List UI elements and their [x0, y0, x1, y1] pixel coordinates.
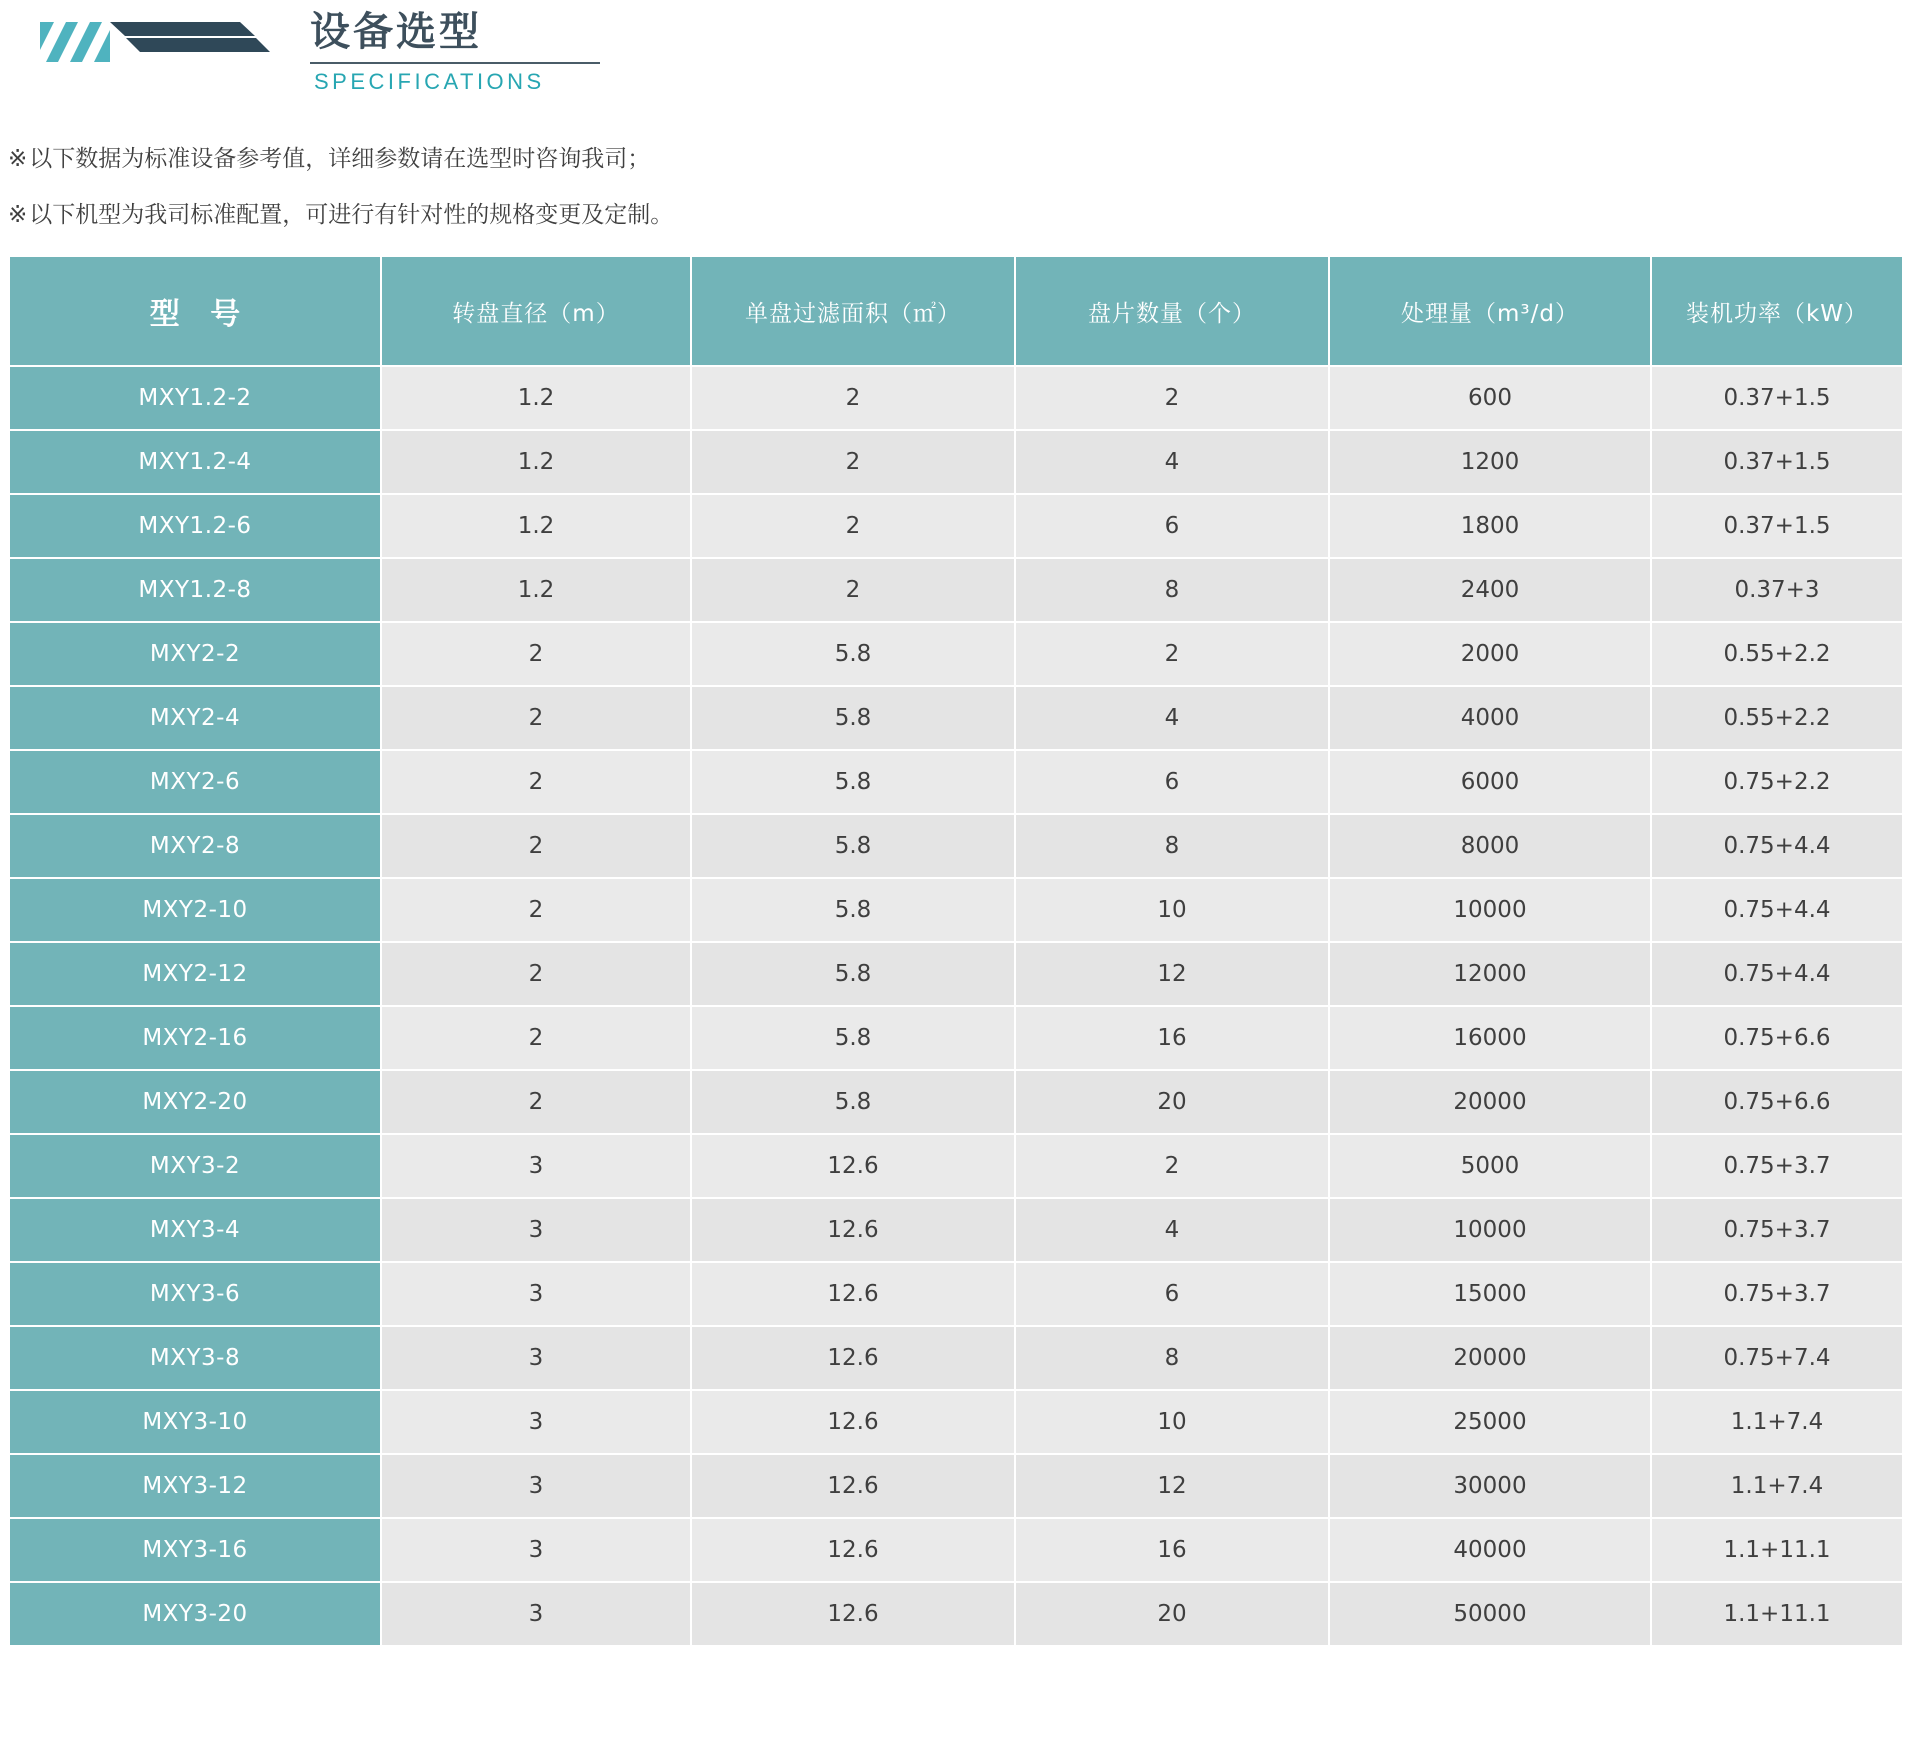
cell-model: MXY3-10: [10, 1391, 380, 1453]
cell-model: MXY3-6: [10, 1263, 380, 1325]
cell-capacity: 40000: [1330, 1519, 1650, 1581]
cell-model: MXY2-12: [10, 943, 380, 1005]
cell-capacity: 20000: [1330, 1071, 1650, 1133]
cell-model: MXY1.2-4: [10, 431, 380, 493]
cell-power: 0.75+7.4: [1652, 1327, 1902, 1389]
cell-model: MXY3-20: [10, 1583, 380, 1645]
cell-area: 5.8: [692, 1007, 1014, 1069]
cell-disc-count: 8: [1016, 559, 1328, 621]
cell-capacity: 2000: [1330, 623, 1650, 685]
cell-diameter: 2: [382, 879, 690, 941]
cell-power: 0.75+3.7: [1652, 1199, 1902, 1261]
cell-disc-count: 2: [1016, 623, 1328, 685]
page-title: 设备选型: [310, 9, 482, 55]
cell-power: 0.37+1.5: [1652, 495, 1902, 557]
cell-diameter: 3: [382, 1583, 690, 1645]
cell-capacity: 1800: [1330, 495, 1650, 557]
cell-model: MXY3-12: [10, 1455, 380, 1517]
cell-power: 0.75+4.4: [1652, 815, 1902, 877]
cell-capacity: 4000: [1330, 687, 1650, 749]
cell-diameter: 3: [382, 1263, 690, 1325]
table-row: [10, 879, 1902, 941]
cell-power: 0.75+4.4: [1652, 879, 1902, 941]
cell-area: 5.8: [692, 879, 1014, 941]
table-row: [10, 1263, 1902, 1325]
cell-area: 12.6: [692, 1519, 1014, 1581]
title-divider: [310, 62, 600, 64]
note-mark-icon: ※: [8, 201, 28, 228]
cell-capacity: 50000: [1330, 1583, 1650, 1645]
cell-disc-count: 4: [1016, 687, 1328, 749]
cell-area: 12.6: [692, 1199, 1014, 1261]
cell-diameter: 3: [382, 1519, 690, 1581]
cell-disc-count: 6: [1016, 495, 1328, 557]
cell-capacity: 5000: [1330, 1135, 1650, 1197]
cell-model: MXY3-8: [10, 1327, 380, 1389]
cell-area: 12.6: [692, 1391, 1014, 1453]
cell-power: 0.75+2.2: [1652, 751, 1902, 813]
cell-power: 1.1+7.4: [1652, 1455, 1902, 1517]
cell-diameter: 3: [382, 1135, 690, 1197]
cell-diameter: 2: [382, 623, 690, 685]
cell-model: MXY3-2: [10, 1135, 380, 1197]
cell-model: MXY2-10: [10, 879, 380, 941]
col-header-power: 装机功率（kW）: [1652, 257, 1902, 365]
col-header-diameter: 转盘直径（m）: [382, 257, 690, 365]
cell-disc-count: 16: [1016, 1007, 1328, 1069]
cell-model: MXY2-20: [10, 1071, 380, 1133]
cell-model: MXY2-8: [10, 815, 380, 877]
cell-area: 2: [692, 367, 1014, 429]
col-header-disc-count: 盘片数量（个）: [1016, 257, 1328, 365]
col-header-capacity: 处理量（m³/d）: [1330, 257, 1650, 365]
cell-diameter: 1.2: [382, 559, 690, 621]
cell-area: 5.8: [692, 815, 1014, 877]
cell-disc-count: 6: [1016, 1263, 1328, 1325]
cell-area: 12.6: [692, 1327, 1014, 1389]
table-row: [10, 943, 1902, 1005]
table-header-row: [10, 257, 1902, 365]
cell-disc-count: 10: [1016, 879, 1328, 941]
cell-disc-count: 12: [1016, 1455, 1328, 1517]
diagonal-stripes-icon: [40, 22, 270, 84]
cell-capacity: 25000: [1330, 1391, 1650, 1453]
cell-area: 5.8: [692, 687, 1014, 749]
cell-model: MXY3-16: [10, 1519, 380, 1581]
cell-diameter: 1.2: [382, 495, 690, 557]
cell-power: 0.55+2.2: [1652, 687, 1902, 749]
cell-power: 0.75+3.7: [1652, 1135, 1902, 1197]
table-head: [10, 257, 1902, 365]
table-row: [10, 431, 1902, 493]
cell-power: 1.1+7.4: [1652, 1391, 1902, 1453]
cell-disc-count: 20: [1016, 1071, 1328, 1133]
cell-area: 12.6: [692, 1263, 1014, 1325]
cell-disc-count: 20: [1016, 1583, 1328, 1645]
table-row: [10, 1135, 1902, 1197]
header-titles: [310, 8, 600, 95]
table-row: [10, 495, 1902, 557]
cell-disc-count: 2: [1016, 367, 1328, 429]
cell-power: 0.37+1.5: [1652, 431, 1902, 493]
table-body: [10, 367, 1902, 1645]
table-row: [10, 559, 1902, 621]
cell-model: MXY1.2-2: [10, 367, 380, 429]
cell-diameter: 2: [382, 751, 690, 813]
cell-diameter: 3: [382, 1327, 690, 1389]
note-line-1: [8, 142, 1880, 178]
cell-diameter: 2: [382, 687, 690, 749]
notes-block: [0, 142, 1920, 233]
cell-area: 12.6: [692, 1583, 1014, 1645]
cell-diameter: 2: [382, 815, 690, 877]
page-header: [0, 0, 1920, 120]
cell-power: 0.37+1.5: [1652, 367, 1902, 429]
cell-model: MXY1.2-8: [10, 559, 380, 621]
cell-capacity: 16000: [1330, 1007, 1650, 1069]
cell-model: MXY2-16: [10, 1007, 380, 1069]
cell-disc-count: 16: [1016, 1519, 1328, 1581]
table-row: [10, 1583, 1902, 1645]
cell-area: 5.8: [692, 1071, 1014, 1133]
cell-area: 2: [692, 495, 1014, 557]
table-row: [10, 1455, 1902, 1517]
cell-capacity: 600: [1330, 367, 1650, 429]
table-row: [10, 623, 1902, 685]
cell-diameter: 2: [382, 1071, 690, 1133]
cell-model: MXY2-4: [10, 687, 380, 749]
cell-power: 0.75+4.4: [1652, 943, 1902, 1005]
cell-diameter: 2: [382, 1007, 690, 1069]
table-row: [10, 1327, 1902, 1389]
page-subtitle: SPECIFICATIONS: [314, 69, 545, 94]
table-row: [10, 751, 1902, 813]
note-text: 以下数据为标准设备参考值，详细参数请在选型时咨询我司；: [29, 146, 651, 172]
cell-disc-count: 6: [1016, 751, 1328, 813]
cell-diameter: 1.2: [382, 367, 690, 429]
cell-area: 5.8: [692, 751, 1014, 813]
cell-power: 0.75+6.6: [1652, 1071, 1902, 1133]
note-line-2: [8, 198, 1880, 234]
cell-model: MXY1.2-6: [10, 495, 380, 557]
cell-disc-count: 8: [1016, 815, 1328, 877]
cell-area: 12.6: [692, 1455, 1014, 1517]
cell-power: 1.1+11.1: [1652, 1583, 1902, 1645]
cell-model: MXY2-6: [10, 751, 380, 813]
cell-area: 5.8: [692, 943, 1014, 1005]
cell-capacity: 8000: [1330, 815, 1650, 877]
cell-diameter: 3: [382, 1391, 690, 1453]
table-row: [10, 1391, 1902, 1453]
cell-power: 0.75+3.7: [1652, 1263, 1902, 1325]
cell-model: MXY2-2: [10, 623, 380, 685]
cell-diameter: 2: [382, 943, 690, 1005]
table-row: [10, 1071, 1902, 1133]
cell-model: MXY3-4: [10, 1199, 380, 1261]
cell-capacity: 2400: [1330, 559, 1650, 621]
cell-area: 5.8: [692, 623, 1014, 685]
cell-power: 0.75+6.6: [1652, 1007, 1902, 1069]
cell-capacity: 20000: [1330, 1327, 1650, 1389]
col-header-area: 单盘过滤面积（㎡）: [692, 257, 1014, 365]
cell-capacity: 10000: [1330, 879, 1650, 941]
cell-capacity: 15000: [1330, 1263, 1650, 1325]
cell-capacity: 12000: [1330, 943, 1650, 1005]
note-text: 以下机型为我司标准配置，可进行有针对性的规格变更及定制。: [29, 201, 674, 228]
cell-capacity: 30000: [1330, 1455, 1650, 1517]
cell-disc-count: 4: [1016, 1199, 1328, 1261]
cell-power: 1.1+11.1: [1652, 1519, 1902, 1581]
table-row: [10, 815, 1902, 877]
cell-power: 0.37+3: [1652, 559, 1902, 621]
cell-capacity: 10000: [1330, 1199, 1650, 1261]
cell-diameter: 3: [382, 1455, 690, 1517]
cell-disc-count: 8: [1016, 1327, 1328, 1389]
cell-diameter: 3: [382, 1199, 690, 1261]
cell-disc-count: 2: [1016, 1135, 1328, 1197]
cell-power: 0.55+2.2: [1652, 623, 1902, 685]
cell-area: 12.6: [692, 1135, 1014, 1197]
cell-disc-count: 12: [1016, 943, 1328, 1005]
cell-area: 2: [692, 431, 1014, 493]
table-row: [10, 1199, 1902, 1261]
spec-table-wrapper: [0, 255, 1920, 1647]
note-mark-icon: ※: [8, 146, 28, 172]
cell-disc-count: 10: [1016, 1391, 1328, 1453]
cell-capacity: 6000: [1330, 751, 1650, 813]
table-row: [10, 1519, 1902, 1581]
table-row: [10, 1007, 1902, 1069]
spec-table: [8, 255, 1904, 1647]
cell-area: 2: [692, 559, 1014, 621]
table-row: [10, 687, 1902, 749]
cell-diameter: 1.2: [382, 431, 690, 493]
col-header-model: 型 号: [10, 257, 380, 365]
table-row: [10, 367, 1902, 429]
cell-disc-count: 4: [1016, 431, 1328, 493]
cell-capacity: 1200: [1330, 431, 1650, 493]
